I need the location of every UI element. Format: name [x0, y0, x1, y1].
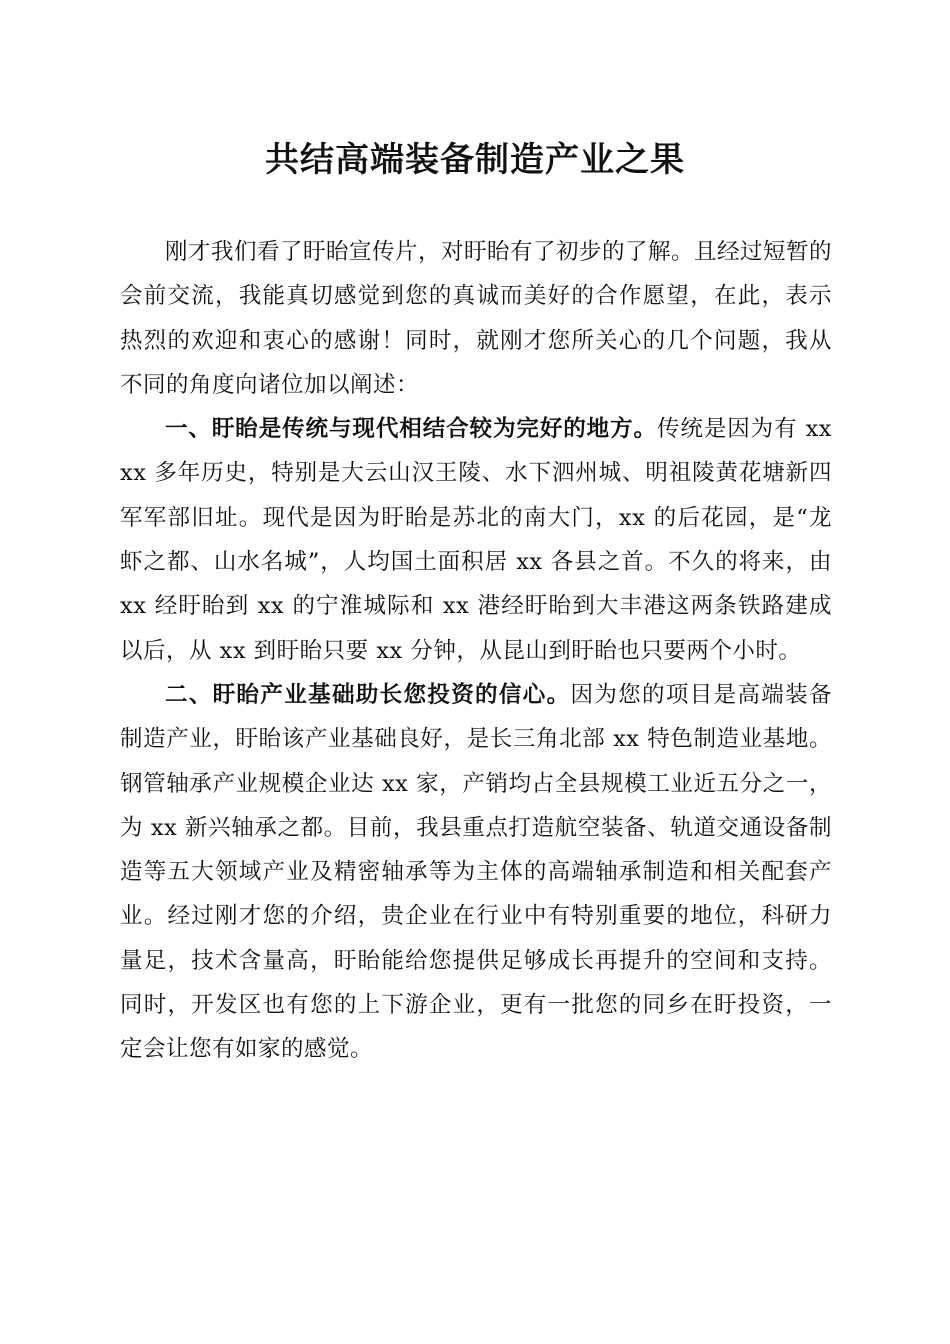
- paragraph-section-1: [120, 407, 832, 673]
- paragraph-text: 传统是因为有 xxxx 多年历史，特别是大云山汉王陵、水下泗州城、明祖陵黄花塘新四军军部旧址。现代是因为盱眙是苏北的南大门，xx 的后花园，是“龙虾之都、山水名城”，人均国土面积居 xx 各县之首。不久的将来，由 xx 经盱眙到 xx 的宁淮城际和 xx 港经盱眙到大丰港这两条铁路建成以后，从 xx 到盱眙只要 xx 分钟，从昆山到盱眙也只要两个小时。: [120, 416, 832, 664]
- paragraph-lead: 二、盱眙产业基础助长您投资的信心。: [165, 681, 571, 708]
- paragraph-section-2: [120, 673, 832, 1072]
- paragraph-lead: 一、盱眙是传统与现代相结合较为完好的地方。: [165, 416, 657, 443]
- paragraph-text: 刚才我们看了盱眙宣传片，对盱眙有了初步的了解。且经过短暂的会前交流，我能真切感觉到您的真诚而美好的合作愿望，在此，表示热烈的欢迎和衷心的感谢！同时，就刚才您所关心的几个问题，我从不同的角度向诸位加以阐述：: [120, 239, 833, 398]
- document-body: [120, 230, 832, 1072]
- document-title: 共结高端装备制造产业之果: [265, 140, 685, 180]
- paragraph-text: 因为您的项目是高端装备制造产业，盱眙该产业基础良好，是长三角北部 xx 特色制造业基地。钢管轴承产业规模企业达 xx 家，产销均占全县规模工业近五分之一，为 xx 新兴轴承之都。目前，我县重点打造航空装备、轨道交通设备制造等五大领域产业及精密轴承等为主体的高端轴承制造和相关配套产业。经过刚才您的介绍，贵企业在行业中有特别重要的地位，科研力量足，技术含量高，盱眙能给您提供足够成长再提升的空间和支持。同时，开发区也有您的上下游企业，更有一批您的同乡在盱投资，一定会让您有如家的感觉。: [120, 681, 832, 1063]
- paragraph-intro: [120, 230, 832, 407]
